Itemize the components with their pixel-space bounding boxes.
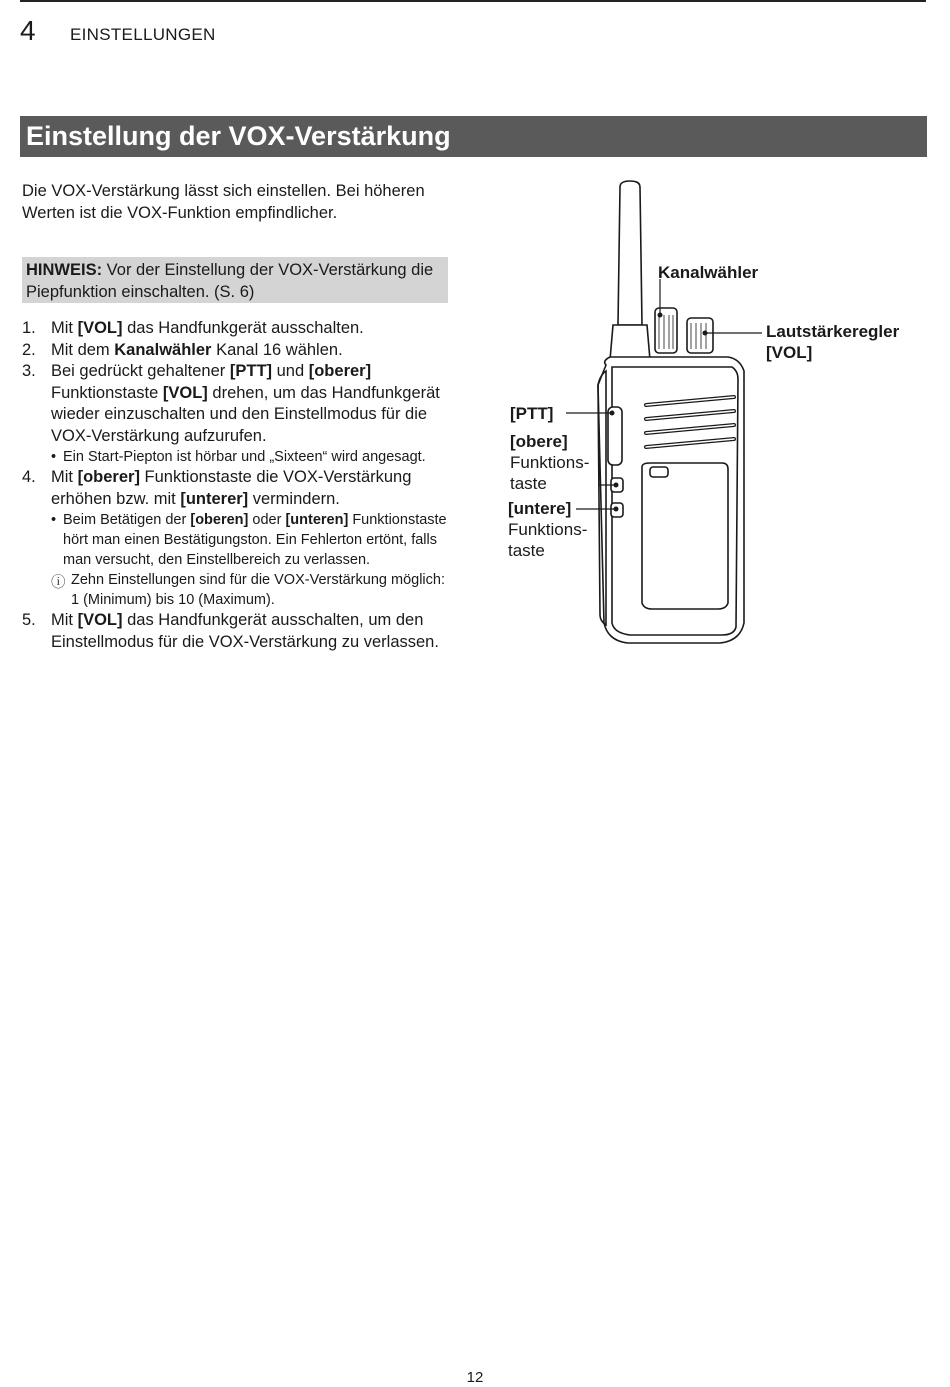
radio-illustration: [500, 175, 920, 675]
label-ptt: [PTT]: [510, 404, 554, 423]
chapter-title: EINSTELLUNGEN: [70, 25, 216, 44]
step-text: drehen, um das Handfunkgerät wieder einzuschalten und den Einstellmodus für die VOX-Verstärkung aufzurufen.: [51, 383, 440, 445]
step-4-info: [51, 570, 454, 610]
step-5: [22, 610, 454, 653]
key-vol: [VOL]: [77, 319, 123, 337]
sub-text: Beim Betätigen der: [63, 512, 191, 528]
step-text: und: [272, 362, 309, 380]
key-unterer: [unterer]: [180, 489, 249, 508]
note-label: HINWEIS:: [26, 261, 103, 279]
radio-diagram: [500, 175, 920, 675]
key-unteren: [unteren]: [285, 512, 349, 528]
step-text: Mit dem: [51, 340, 115, 359]
bullet-icon: •: [51, 512, 57, 528]
note-box: [22, 257, 448, 303]
step-number: 4.: [22, 468, 36, 486]
label-obere: [obere] Funktions- taste: [510, 432, 590, 493]
intro-text: Die VOX-Verstärkung lässt sich einstellen. Bei höheren Werten ist die VOX-Funktion empfindlicher.: [22, 182, 425, 222]
key-kanalwahler: Kanalwähler: [114, 340, 212, 359]
label-lautstarke: Lautstärkeregler [VOL]: [766, 322, 900, 362]
label-kanalwahler: Kanalwähler: [658, 263, 759, 282]
label-untere: [untere] Funktions- taste: [508, 499, 588, 560]
step-text: Mit: [51, 611, 78, 629]
note-text: Vor der Einstellung der VOX-Verstärkung die Piepfunktion einschalten. (S. 6): [26, 261, 434, 301]
step-text: vermindern.: [248, 489, 340, 508]
step-3-note: [51, 447, 454, 467]
key-oberer: [oberer]: [77, 468, 140, 486]
step-text: Kanal 16 wählen.: [211, 340, 343, 359]
key-oberer: [oberer]: [308, 362, 372, 380]
step-number: 5.: [22, 611, 36, 629]
step-number: 2.: [22, 340, 36, 359]
steps-list: [22, 318, 454, 653]
top-rule: [20, 0, 926, 2]
step-1: [22, 318, 454, 340]
step-text: Mit: [51, 468, 78, 486]
sub-text: Ein Start-Piepton ist hörbar und „Sixteen“ wird angesagt.: [63, 449, 426, 465]
step-text: das Handfunkgerät ausschalten, um den Einstellmodus für die VOX-Verstärkung zu verlassen.: [51, 611, 439, 651]
step-text: Mit: [51, 319, 78, 337]
sub-text: oder: [248, 512, 286, 528]
info-text: Zehn Einstellungen sind für die VOX-Verstärkung möglich: 1 (Minimum) bis 10 (Maximum).: [71, 572, 445, 608]
section-title: Einstellung der VOX-Verstärkung: [20, 116, 927, 157]
step-text: das Handfunkgerät ausschalten.: [122, 319, 364, 337]
sub-text: Funktionstaste hört man einen Bestätigungston. Ein Fehlerton ertönt, falls man versucht, den Einstellbereich zu verlassen.: [63, 512, 447, 568]
step-text: Funktionstaste die VOX-Verstärkung erhöhen bzw. mit: [51, 468, 412, 508]
key-vol: [VOL]: [77, 611, 123, 629]
step-4: [22, 467, 454, 610]
step-text: Bei gedrückt gehaltener: [51, 362, 230, 380]
step-number: 3.: [22, 362, 36, 380]
step-number: 1.: [22, 319, 36, 337]
step-4-note: [51, 510, 454, 570]
step-3: [22, 361, 454, 467]
key-oberen: [oberen]: [190, 512, 249, 528]
key-vol: [VOL]: [162, 383, 208, 402]
step-2: [22, 340, 454, 362]
info-icon: ⓘ: [51, 575, 66, 591]
page-number: 12: [466, 1369, 484, 1386]
bullet-icon: •: [51, 449, 57, 465]
step-text: Funktionstaste: [51, 383, 163, 402]
key-ptt: [PTT]: [229, 362, 273, 380]
chapter-number: 4: [20, 15, 36, 46]
